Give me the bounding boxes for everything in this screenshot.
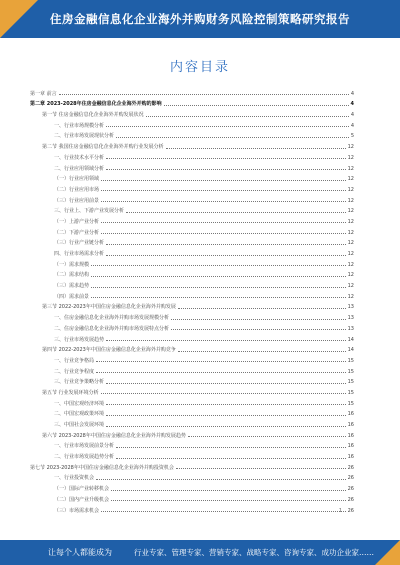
toc-entry-page: 16 [347,443,354,450]
toc-entry-page: 16 [347,432,354,439]
toc-entry[interactable] [30,343,354,354]
toc-entry-title: （二）下游产业分析 [54,229,100,236]
toc-entry[interactable] [30,107,354,118]
toc-entry-title: 一、行业竞争格局 [54,357,95,364]
toc-entry-title: 二、行业应用领域分析 [54,165,105,172]
toc-dot-leader [106,415,346,416]
toc-entry[interactable] [30,236,354,247]
toc-entry-title: （一）需求规模 [54,261,90,268]
toc-entry-title: （三）行业产业链分析 [54,240,105,247]
toc-dot-leader [106,404,346,405]
toc-entry-title: 第一章 前言 [30,90,57,97]
toc-dot-leader [96,372,346,373]
toc-entry-title: 一、中国宏观经济环境 [54,400,105,407]
toc-entry-page: 26 [347,464,354,471]
toc-dot-leader [111,500,346,501]
toc-entry-page: 5 [350,133,354,140]
toc-entry[interactable] [30,310,354,321]
toc-entry-page: 4 [350,90,354,97]
toc-dot-leader [178,308,346,309]
toc-entry[interactable] [30,417,354,428]
toc-heading: 内容目录 [169,60,230,75]
toc-entry[interactable] [30,246,354,257]
toc-entry-page: 12 [347,261,354,268]
toc-entry-page: 12 [347,165,354,172]
toc-dot-leader [106,126,349,127]
report-title: 住房金融信息化企业海外并购财务风险控制策略研究报告 [50,12,350,26]
toc-entry[interactable] [30,439,354,450]
toc-dot-leader [178,351,346,352]
toc-entry-title: 第四节 2022-2023年中国住房金融信息化企业海外并购竞争 [42,347,176,354]
toc-entry[interactable] [30,129,354,140]
toc-dot-leader [91,265,346,266]
toc-entry-page: 12 [347,176,354,183]
toc-entry[interactable] [30,471,354,482]
toc-dot-leader [91,287,346,288]
toc-entry-page: 4 [350,112,354,119]
toc-entry[interactable] [30,257,354,268]
toc-entry-title: 二、住房金融信息化企业海外并购市场发展特点分析 [54,325,170,332]
toc-entry-page: 13 [347,304,354,311]
toc-dot-leader [106,340,346,341]
toc-entry-page: 15 [347,357,354,364]
toc-entry-page: 14 [347,336,354,343]
toc-dot-leader [106,383,346,384]
toc-entry[interactable] [30,396,354,407]
toc-entry-page: 4 [350,101,354,108]
toc-entry-page: 12 [347,251,354,257]
toc-entry[interactable] [30,204,354,215]
toc-entry-title: 三、中国社会发展环境 [54,422,105,428]
toc-entry-page: 26 [347,475,354,482]
toc-entry-title: 二、中国宏观政策环境 [54,411,105,418]
toc-dot-leader [171,319,346,320]
toc-entry-title: （二）行业应用市场 [54,186,100,193]
toc-entry-page: 15 [347,400,354,407]
toc-dot-leader [171,329,346,330]
toc-entry-page: 12 [347,229,354,236]
toc-entry[interactable] [30,86,354,97]
toc-entry[interactable] [30,503,354,514]
toc-entry-title: 第二章 2023-2028年住房金融信息化企业海外并购的影响 [30,101,162,108]
footer-slogan: 让每个人都能成为 [48,548,112,557]
toc-entry-page: 13 [347,315,354,322]
toc-entry-title: （一）上游产业分析 [54,218,100,225]
toc-entry[interactable] [30,172,354,183]
toc-dot-leader [166,148,346,149]
toc-entry-page: 4 [350,122,354,129]
toc-entry[interactable] [30,353,354,364]
toc-entry-page: 15 [347,389,354,396]
toc-entry-title: （一）国际产业转移机会 [54,486,110,493]
toc-dot-leader [101,233,346,234]
toc-dot-leader [101,511,346,512]
toc-entry-title: （二）需求结构 [54,272,90,279]
toc-dot-leader [101,222,346,223]
toc-entry[interactable] [30,161,354,172]
toc-entry-title: 二、行业市场发展现状分析 [54,133,115,140]
toc-dot-leader [106,244,346,245]
toc-entry[interactable] [30,428,354,439]
toc-dot-leader [111,490,346,491]
toc-entry[interactable] [30,268,354,279]
header-corner-decoration [0,0,38,38]
toc-dot-leader [176,468,346,469]
toc-entry-page: 16 [347,422,354,428]
toc-entry-title: 第七节 2023-2028年中国住房金融信息化企业海外并购投资机会 [30,464,174,471]
toc-entry-title: 三、行业上、下游产业发展分析 [54,208,125,215]
page-header [0,0,400,38]
toc-dot-leader [164,105,349,106]
toc-entry-title: 一、行业技术水平分析 [54,154,105,161]
toc-entry[interactable] [30,150,354,161]
toc-entry-page: 26 [347,507,354,514]
toc-dot-leader [96,479,346,480]
toc-dot-leader [106,255,346,256]
toc-dot-leader [146,116,349,117]
toc-entry-title: （二）国内产业升级机会 [54,496,110,503]
toc-entry-title: 一、行业市场发展前景分析 [54,443,115,450]
toc-entry[interactable] [30,193,354,204]
page-number: 1 [338,508,342,514]
toc-entry[interactable] [30,364,354,375]
toc-entry-title: （四）需求前景 [54,293,90,300]
toc-entry-title: 一、住房金融信息化企业海外并购市场发展规模分析 [54,315,170,322]
toc-entry-page: 26 [347,486,354,493]
toc-entry-page: 12 [347,144,354,151]
toc-entry[interactable] [30,481,354,492]
toc-dot-leader [116,447,346,448]
toc-dot-leader [91,297,346,298]
toc-entry[interactable] [30,332,354,343]
toc-entry-title: （一）行业应用领域 [54,176,100,183]
toc-entry-page: 15 [347,368,354,375]
toc-entry-page: 12 [347,197,354,204]
toc-entry[interactable] [30,407,354,418]
toc-dot-leader [106,158,346,159]
toc-entry-page: 12 [347,272,354,279]
toc-entry[interactable] [30,182,354,193]
toc-entry[interactable] [30,300,354,311]
toc-entry-page: 12 [347,154,354,161]
toc-dot-leader [59,94,349,95]
toc-entry-title: （三）行业应用前景 [54,197,100,204]
toc-entry-title: 二、行业竞争程度 [54,368,95,375]
toc-dot-leader [101,393,346,394]
toc-entry[interactable] [30,97,354,108]
toc-entry[interactable] [30,139,354,150]
toc-entry[interactable] [30,278,354,289]
toc-entry-title: 第一节 住房金融信息化企业海外并购发展状况 [42,112,144,119]
toc-dot-leader [101,201,346,202]
toc-entry[interactable] [30,385,354,396]
footer-corner-decoration [375,540,400,565]
toc-entry-page: 14 [347,347,354,354]
toc-dot-leader [106,169,346,170]
page-footer [0,540,400,565]
toc-entry-page: 12 [347,240,354,247]
toc-dot-leader [91,276,346,277]
toc-entry-page: 26 [347,496,354,503]
toc-entry-title: （三）市场需求机会 [54,507,100,514]
toc-entry-title: 二、行业市场发展趋势分析 [54,454,115,461]
toc-entry-page: 16 [347,454,354,461]
toc-entry-page: 15 [347,379,354,386]
toc-entry[interactable] [30,118,354,129]
toc-entry-title: 第三节 2022-2023年中国住房金融信息化企业海外并购发展 [42,304,176,311]
toc-entry[interactable] [30,289,354,300]
toc-dot-leader [106,426,346,427]
toc-entry-title: （三）需求趋势 [54,283,90,290]
toc-entry-page: 12 [347,186,354,193]
toc-dot-leader [101,190,346,191]
toc-dot-leader [116,458,346,459]
toc-entry[interactable] [30,492,354,503]
toc-entry-title: 一、行业市场规模分析 [54,122,105,129]
toc-dot-leader [126,212,346,213]
toc-entry-page: 12 [347,218,354,225]
toc-entry-title: 三、行业竞争策略分析 [54,379,105,386]
toc-dot-leader [116,137,349,138]
toc-entry-page: 12 [347,208,354,215]
table-of-contents [30,86,354,514]
toc-entry[interactable] [30,460,354,471]
toc-entry[interactable] [30,225,354,236]
toc-dot-leader [96,361,346,362]
toc-entry-title: 第五节 行业发展环境分析 [42,389,99,396]
toc-entry-page: 12 [347,283,354,290]
toc-entry[interactable] [30,375,354,386]
toc-entry-title: 第六节 2023-2028年中国住房金融信息化企业海外并购发展趋势 [42,432,186,439]
toc-entry-page: 13 [347,325,354,332]
toc-entry-title: 第二节 我国住房金融信息化企业海外并购行业发展分析 [42,144,164,151]
toc-entry-page: 12 [347,293,354,300]
toc-entry[interactable] [30,449,354,460]
toc-dot-leader [101,180,346,181]
toc-entry-title: 三、行业市场发展趋势 [54,336,105,343]
toc-entry[interactable] [30,321,354,332]
toc-dot-leader [188,436,346,437]
toc-entry-title: 一、行业投资机会 [54,475,95,482]
toc-entry[interactable] [30,214,354,225]
toc-entry-page: 16 [347,411,354,418]
toc-entry-title: 四、行业市场需求分析 [54,251,105,257]
footer-tagline: 行业专家、管理专家、营销专家、战略专家、咨询专家、成功企业家…… [134,548,374,557]
